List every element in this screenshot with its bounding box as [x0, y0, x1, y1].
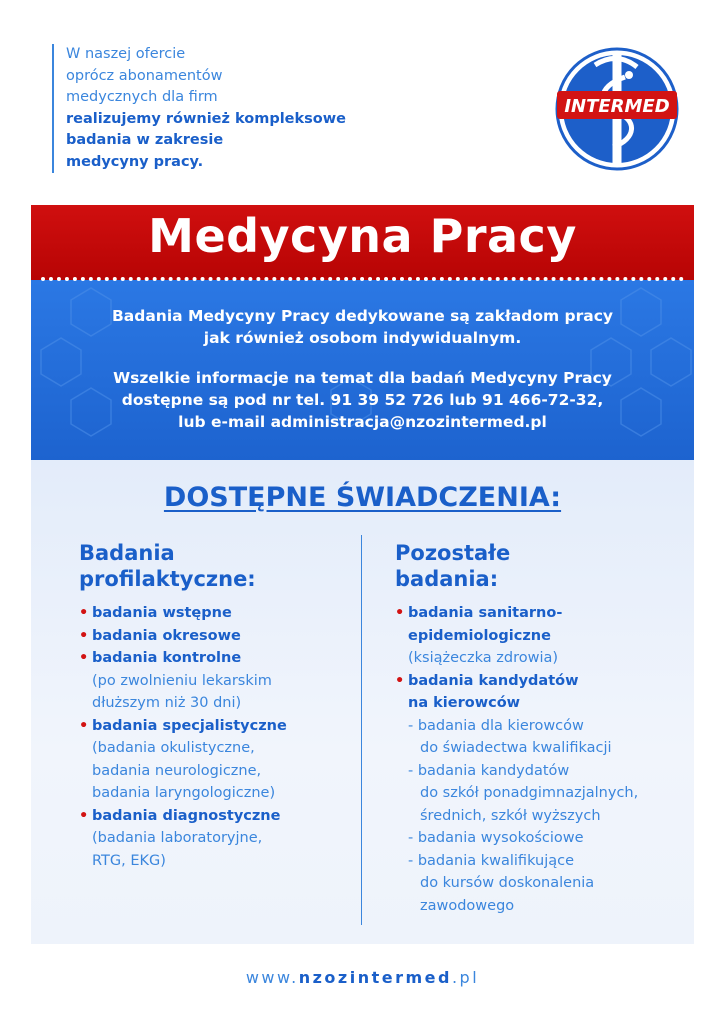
list-item: • badania specjalistyczne (badania okulistyczne, badania neurologiczne, badania laryngologiczne)	[79, 717, 287, 801]
banner-line: Badania Medycyny Pracy dedykowane są zakładom pracy	[111, 307, 614, 325]
right-list	[395, 602, 685, 917]
right-column	[395, 540, 685, 917]
banner	[31, 205, 694, 460]
list-item: • badania kontrolne (po zwolnieniu lekarskim dłuższym niż 30 dni)	[79, 650, 272, 711]
intro-line: W naszej ofercie	[66, 46, 186, 62]
page-title: Medycyna Pracy	[148, 209, 577, 263]
list-item: • badania wstępne	[79, 605, 232, 621]
services-heading: DOSTĘPNE ŚWIADCZENIA:	[163, 482, 562, 513]
list-item: • badania sanitarno- epidemiologiczne (książeczka zdrowia)	[395, 605, 563, 666]
list-item: • badania kandydatów na kierowców	[395, 672, 579, 711]
banner-paragraph-2	[31, 367, 694, 433]
left-column	[79, 540, 349, 872]
sub-list	[395, 715, 685, 918]
banner-line: Wszelkie informacje na temat dla badań Medycyny Pracy	[113, 369, 612, 387]
dotted-divider	[41, 277, 684, 281]
column-divider	[361, 535, 362, 925]
right-column-title: Pozostałe badania:	[395, 541, 511, 591]
intro-line: medycznych dla firm	[66, 89, 218, 105]
left-column-title: Badania profilaktyczne:	[79, 541, 256, 591]
sub-item: - badania wysokościowe	[408, 830, 584, 846]
sub-item: - badania kandydatów do szkół ponadgimnazjalnych, średnich, szkół wyższych	[408, 762, 639, 824]
services-panel	[31, 460, 694, 944]
sub-item: - badania dla kierowców do świadectwa kwalifikacji	[408, 717, 612, 756]
banner-paragraph-1	[31, 305, 694, 349]
list-item: • badania diagnostyczne (badania laboratoryjne, RTG, EKG)	[79, 807, 281, 869]
intermed-logo	[555, 47, 679, 171]
intro-text	[52, 44, 386, 173]
contact-email-line: lub e-mail administracja@nzozintermed.pl	[178, 413, 547, 431]
list-item: • badania okresowe	[79, 627, 241, 644]
left-list	[79, 602, 349, 872]
banner-line: jak również osobom indywidualnym.	[203, 329, 522, 347]
intro-line-bold: realizujemy również kompleksowe	[66, 110, 346, 127]
website-link[interactable]: www.nzozintermed.pl	[245, 968, 480, 987]
banner-line: dostępne są pod nr tel. 91 39 52 726 lub 91 466-72-32,	[121, 391, 604, 409]
intro-line-bold: badania w zakresie	[66, 132, 224, 148]
intro-line: oprócz abonamentów	[66, 67, 223, 84]
sub-item: - badania kwalifikujące do kursów doskonalenia zawodowego	[408, 852, 595, 914]
logo-text: INTERMED	[564, 96, 670, 117]
intro-line-bold: medycyny pracy.	[66, 153, 204, 170]
